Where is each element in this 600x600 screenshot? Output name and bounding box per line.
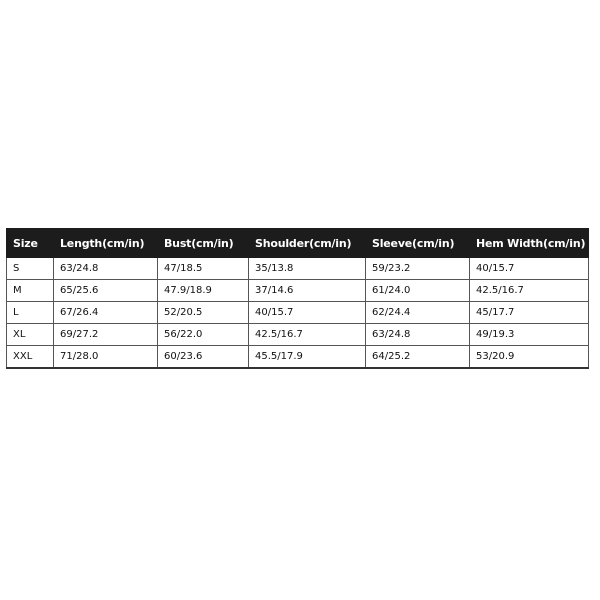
cell-length: 71/28.0 — [54, 346, 158, 369]
cell-shoulder: 35/13.8 — [249, 258, 366, 280]
cell-sleeve: 63/24.8 — [366, 324, 470, 346]
table-row — [7, 324, 589, 346]
size-chart-table — [6, 228, 589, 369]
cell-size: L — [7, 302, 54, 324]
header-size: Size — [7, 229, 54, 258]
cell-sleeve: 61/24.0 — [366, 280, 470, 302]
cell-sleeve: 62/24.4 — [366, 302, 470, 324]
cell-hem-width: 53/20.9 — [470, 346, 589, 369]
cell-sleeve: 64/25.2 — [366, 346, 470, 369]
cell-sleeve: 59/23.2 — [366, 258, 470, 280]
table-row — [7, 346, 589, 369]
cell-hem-width: 49/19.3 — [470, 324, 589, 346]
cell-bust: 60/23.6 — [158, 346, 249, 369]
header-sleeve: Sleeve(cm/in) — [366, 229, 470, 258]
cell-hem-width: 40/15.7 — [470, 258, 589, 280]
table-header-row — [7, 229, 589, 258]
cell-size: XXL — [7, 346, 54, 369]
cell-size: S — [7, 258, 54, 280]
cell-bust: 56/22.0 — [158, 324, 249, 346]
cell-size: M — [7, 280, 54, 302]
cell-bust: 47.9/18.9 — [158, 280, 249, 302]
cell-shoulder: 45.5/17.9 — [249, 346, 366, 369]
table-row — [7, 302, 589, 324]
cell-shoulder: 40/15.7 — [249, 302, 366, 324]
cell-length: 67/26.4 — [54, 302, 158, 324]
cell-length: 69/27.2 — [54, 324, 158, 346]
cell-size: XL — [7, 324, 54, 346]
header-hem-width: Hem Width(cm/in) — [470, 229, 589, 258]
cell-shoulder: 42.5/16.7 — [249, 324, 366, 346]
cell-length: 63/24.8 — [54, 258, 158, 280]
header-length: Length(cm/in) — [54, 229, 158, 258]
cell-hem-width: 42.5/16.7 — [470, 280, 589, 302]
header-bust: Bust(cm/in) — [158, 229, 249, 258]
cell-bust: 47/18.5 — [158, 258, 249, 280]
header-shoulder: Shoulder(cm/in) — [249, 229, 366, 258]
cell-bust: 52/20.5 — [158, 302, 249, 324]
cell-shoulder: 37/14.6 — [249, 280, 366, 302]
cell-hem-width: 45/17.7 — [470, 302, 589, 324]
cell-length: 65/25.6 — [54, 280, 158, 302]
table-row — [7, 280, 589, 302]
table-row — [7, 258, 589, 280]
